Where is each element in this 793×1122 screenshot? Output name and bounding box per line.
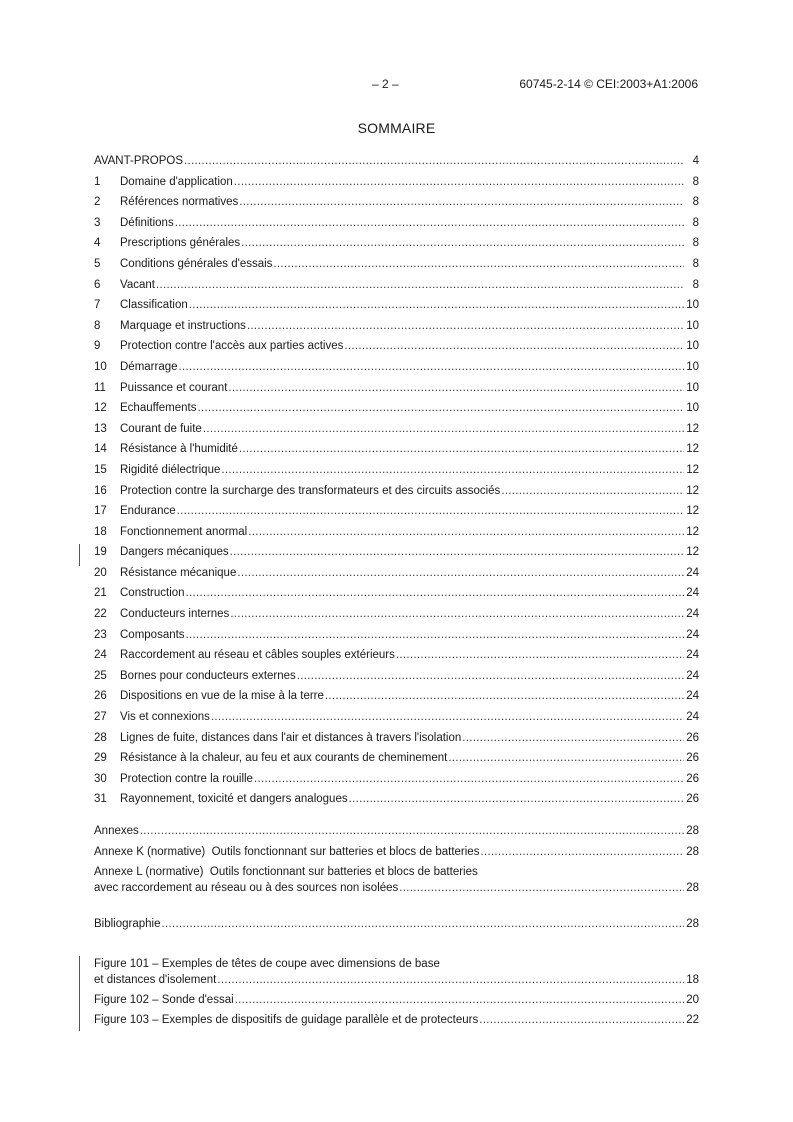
dot-leader <box>211 707 684 728</box>
dot-leader <box>325 686 684 707</box>
toc-entry-page: 24 <box>686 711 699 724</box>
dot-leader <box>179 357 684 378</box>
toc-entry-clause-13[interactable] <box>94 419 699 440</box>
clause-number: 18 <box>94 525 107 538</box>
toc-entry-label: Bibliographie <box>94 918 161 931</box>
toc-entry-clause-22[interactable] <box>94 604 699 625</box>
dot-leader <box>235 990 684 1011</box>
toc-entry-page: 12 <box>686 505 699 518</box>
toc-entry-foreword[interactable] <box>94 151 699 172</box>
toc-entry-clause-29[interactable] <box>94 748 699 769</box>
clause-number: 24 <box>94 649 107 662</box>
toc-entry-clause-11[interactable] <box>94 378 699 399</box>
toc-entry-page: 8 <box>692 237 699 250</box>
toc-entry-label: Rayonnement, toxicité et dangers analogues <box>120 793 348 806</box>
clause-number: 5 <box>94 257 101 270</box>
toc-entry-label: Résistance à l'humidité <box>120 443 238 456</box>
toc-entry-label-line2: avec raccordement au réseau ou à des sources non isolées <box>94 882 399 895</box>
toc-entry-page: 4 <box>692 155 699 167</box>
spacer <box>94 898 699 914</box>
toc-entry-page: 28 <box>686 825 699 837</box>
page-number: – 2 – <box>372 77 399 91</box>
clause-number: 20 <box>94 566 107 579</box>
toc-title: SOMMAIRE <box>357 120 436 136</box>
toc-entry-page: 8 <box>692 278 699 291</box>
toc-entry-label-line1: Annexe L (normative) Outils fonctionnant sur batteries et blocs de batteries <box>94 866 478 879</box>
toc-entry-label: Dangers mécaniques <box>120 546 229 559</box>
toc-entry-clause-25[interactable] <box>94 666 699 687</box>
toc-entry-page: 26 <box>686 772 699 785</box>
dot-leader <box>399 880 684 896</box>
toc-entry-label: Définitions <box>120 216 174 229</box>
dot-leader <box>203 419 684 440</box>
toc-entry-clause-2[interactable] <box>94 192 699 213</box>
toc-entry-label: Fonctionnement anormal <box>120 525 248 538</box>
dot-leader <box>349 789 684 810</box>
toc-entry-label: Domaine d'application <box>120 175 233 188</box>
toc-entry-label: Figure 103 – Exemples de dispositifs de guidage parallèle et de protecteurs <box>94 1014 479 1027</box>
toc-entry-page: 12 <box>686 484 699 497</box>
toc-entry-annex-l[interactable] <box>94 862 699 898</box>
toc-entry-page: 24 <box>686 566 699 579</box>
dot-leader <box>217 972 684 988</box>
dot-leader <box>239 439 684 460</box>
toc-entry-figure-103[interactable] <box>94 1010 699 1031</box>
toc-entry-page: 10 <box>686 299 699 312</box>
toc-entry-clause-23[interactable] <box>94 625 699 646</box>
dot-leader <box>234 172 684 193</box>
dot-leader <box>230 604 684 625</box>
toc-entry-label-line2: et distances d'isolement <box>94 973 217 986</box>
dot-leader <box>273 254 684 275</box>
dot-leader <box>396 645 684 666</box>
toc-entry-label: Construction <box>120 587 185 600</box>
dot-leader <box>177 501 684 522</box>
clause-number: 6 <box>94 278 101 291</box>
toc-entry-clause-16[interactable] <box>94 481 699 502</box>
change-bar-figures <box>79 956 80 1031</box>
toc-entry-label: Vacant <box>120 278 155 291</box>
clause-number: 23 <box>94 628 107 641</box>
toc-entry-page: 8 <box>692 175 699 188</box>
toc-entry-page: 10 <box>686 340 699 353</box>
toc-entry-page: 28 <box>686 882 699 895</box>
toc-entry-page: 10 <box>686 402 699 415</box>
toc-entry-label: Références normatives <box>120 196 239 209</box>
toc-entry-label: Protection contre la surcharge des transformateurs et des circuits associés <box>120 484 501 497</box>
clause-number: 8 <box>94 319 101 332</box>
spacer <box>94 810 699 821</box>
toc-entry-label: Démarrage <box>120 360 178 373</box>
dot-leader <box>241 233 684 254</box>
dot-leader <box>448 748 684 769</box>
clause-number: 17 <box>94 505 107 518</box>
toc-entry-page: 26 <box>686 793 699 806</box>
clause-number: 10 <box>94 360 107 373</box>
toc-entry-label: Conditions générales d'essais <box>120 257 273 270</box>
clause-number: 13 <box>94 422 107 435</box>
dot-leader <box>479 1010 684 1031</box>
change-bar-clause-19 <box>79 544 80 566</box>
dot-leader <box>186 583 684 604</box>
toc-entry-clause-28[interactable] <box>94 728 699 749</box>
toc-entry-label: Bornes pour conducteurs externes <box>120 669 296 682</box>
toc-entry-page: 12 <box>686 422 699 435</box>
toc-entry-label: Dispositions en vue de la mise à la terre <box>120 690 324 703</box>
table-of-contents <box>94 151 699 1031</box>
dot-leader <box>184 151 684 172</box>
toc-entry-page: 24 <box>686 628 699 641</box>
dot-leader <box>230 542 684 563</box>
clause-number: 25 <box>94 669 107 682</box>
toc-entry-label: Conducteurs internes <box>120 608 230 621</box>
clause-number: 29 <box>94 752 107 765</box>
clause-number: 16 <box>94 484 107 497</box>
toc-entry-page: 18 <box>686 973 699 986</box>
toc-entry-figure-102[interactable] <box>94 990 699 1011</box>
clause-number: 26 <box>94 690 107 703</box>
dot-leader <box>175 213 684 234</box>
clause-number: 21 <box>94 587 107 600</box>
standard-reference: 60745-2-14 © CEI:2003+A1:2006 <box>519 77 698 91</box>
dot-leader <box>186 625 684 646</box>
toc-entry-page: 26 <box>686 731 699 744</box>
toc-entry-label: Raccordement au réseau et câbles souples extérieurs <box>120 649 395 662</box>
toc-entry-clause-6[interactable] <box>94 275 699 296</box>
toc-entry-line2 <box>94 880 699 896</box>
clause-number: 14 <box>94 443 107 456</box>
toc-entry-page: 20 <box>686 993 699 1006</box>
toc-entry-page: 8 <box>692 257 699 270</box>
toc-entry-page: 12 <box>686 463 699 476</box>
toc-entry-label: Figure 102 – Sonde d'essai <box>94 993 234 1006</box>
toc-entry-label-line1: Figure 101 – Exemples de têtes de coupe avec dimensions de base <box>94 957 440 970</box>
toc-entry-clause-19[interactable] <box>94 542 699 563</box>
toc-entry-clause-18[interactable] <box>94 522 699 543</box>
toc-entry-page: 8 <box>692 216 699 229</box>
toc-entry-page: 24 <box>686 669 699 682</box>
toc-entry-label: Marquage et instructions <box>120 319 246 332</box>
dot-leader <box>189 295 684 316</box>
clause-number: 9 <box>94 340 101 353</box>
toc-entry-page: 28 <box>686 918 699 931</box>
dot-leader <box>140 821 684 842</box>
toc-entry-label: Protection contre la rouille <box>120 772 253 785</box>
toc-entry-clause-15[interactable] <box>94 460 699 481</box>
clause-number: 4 <box>94 237 101 250</box>
clause-number: 12 <box>94 402 107 415</box>
toc-entry-clause-12[interactable] <box>94 398 699 419</box>
toc-entry-page: 22 <box>686 1014 699 1027</box>
toc-entry-annex-k[interactable] <box>94 842 699 863</box>
toc-entry-page: 24 <box>686 608 699 621</box>
dot-leader <box>239 192 684 213</box>
toc-entry-label: Résistance à la chaleur, au feu et aux courants de cheminement <box>120 752 448 765</box>
toc-entry-clause-8[interactable] <box>94 316 699 337</box>
toc-entry-label: Lignes de fuite, distances dans l'air et distances à travers l'isolation <box>120 731 462 744</box>
toc-entry-clause-9[interactable] <box>94 336 699 357</box>
clause-list <box>94 172 699 810</box>
toc-entry-clause-31[interactable] <box>94 789 699 810</box>
toc-entry-label: Classification <box>120 299 188 312</box>
toc-entry-label: Puissance et courant <box>120 381 228 394</box>
clause-number: 31 <box>94 793 107 806</box>
toc-entry-clause-4[interactable] <box>94 233 699 254</box>
dot-leader <box>501 481 684 502</box>
clause-number: 27 <box>94 711 107 724</box>
toc-entry-page: 10 <box>686 319 699 332</box>
dot-leader <box>344 336 684 357</box>
dot-leader <box>248 522 684 543</box>
dot-leader <box>254 769 684 790</box>
clause-number: 3 <box>94 216 101 229</box>
toc-entry-label: Echauffements <box>120 402 197 415</box>
clause-number: 7 <box>94 299 101 312</box>
toc-entry-page: 24 <box>686 587 699 600</box>
toc-entry-clause-14[interactable] <box>94 439 699 460</box>
toc-entry-bibliography[interactable] <box>94 914 699 935</box>
dot-leader <box>228 378 684 399</box>
clause-number: 1 <box>94 175 101 188</box>
spacer <box>94 935 699 954</box>
dot-leader <box>480 842 684 863</box>
toc-entry-clause-3[interactable] <box>94 213 699 234</box>
toc-entry-label: Prescriptions générales <box>120 237 241 250</box>
toc-entry-page: 8 <box>692 196 699 209</box>
dot-leader <box>237 563 684 584</box>
toc-entry-label: Composants <box>120 628 185 641</box>
toc-entry-page: 28 <box>686 845 699 858</box>
toc-entry-clause-26[interactable] <box>94 686 699 707</box>
toc-entry-label: Endurance <box>120 505 176 518</box>
toc-entry-page: 12 <box>686 546 699 559</box>
toc-entry-clause-7[interactable] <box>94 295 699 316</box>
toc-entry-label: Annexes <box>94 825 139 837</box>
clause-number: 30 <box>94 772 107 785</box>
toc-entry-clause-5[interactable] <box>94 254 699 275</box>
toc-entry-clause-17[interactable] <box>94 501 699 522</box>
toc-entry-page: 10 <box>686 381 699 394</box>
toc-entry-clause-1[interactable] <box>94 172 699 193</box>
dot-leader <box>162 914 685 935</box>
clause-number: 22 <box>94 608 107 621</box>
clause-number: 11 <box>94 381 106 394</box>
toc-entry-line2 <box>94 972 699 988</box>
toc-entry-page: 24 <box>686 649 699 662</box>
dot-leader <box>198 398 684 419</box>
dot-leader <box>462 728 684 749</box>
toc-entry-page: 10 <box>686 360 699 373</box>
toc-entry-page: 12 <box>686 443 699 456</box>
clause-number: 2 <box>94 196 101 209</box>
toc-entry-page: 26 <box>686 752 699 765</box>
toc-entry-label: Courant de fuite <box>120 422 202 435</box>
toc-entry-label: Annexe K (normative) Outils fonctionnant sur batteries et blocs de batteries <box>94 845 480 858</box>
toc-entry-clause-20[interactable] <box>94 563 699 584</box>
toc-entry-figure-101[interactable] <box>94 954 699 990</box>
dot-leader <box>297 666 684 687</box>
toc-entry-label: Vis et connexions <box>120 711 210 724</box>
dot-leader <box>247 316 684 337</box>
clause-number: 28 <box>94 731 107 744</box>
toc-entry-clause-27[interactable] <box>94 707 699 728</box>
toc-entry-label: Résistance mécanique <box>120 566 237 579</box>
toc-entry-clause-30[interactable] <box>94 769 699 790</box>
toc-entry-page: 12 <box>686 525 699 538</box>
clause-number: 19 <box>94 546 107 559</box>
toc-entry-clause-24[interactable] <box>94 645 699 666</box>
toc-entry-label: AVANT-PROPOS <box>94 155 184 167</box>
clause-number: 15 <box>94 463 107 476</box>
toc-entry-label: Rigidité diélectrique <box>120 463 221 476</box>
dot-leader <box>156 275 684 296</box>
toc-entry-page: 24 <box>686 690 699 703</box>
dot-leader <box>221 460 684 481</box>
toc-entry-clause-10[interactable] <box>94 357 699 378</box>
toc-entry-annexes[interactable] <box>94 821 699 842</box>
toc-entry-label: Protection contre l'accès aux parties actives <box>120 340 344 353</box>
toc-entry-clause-21[interactable] <box>94 583 699 604</box>
